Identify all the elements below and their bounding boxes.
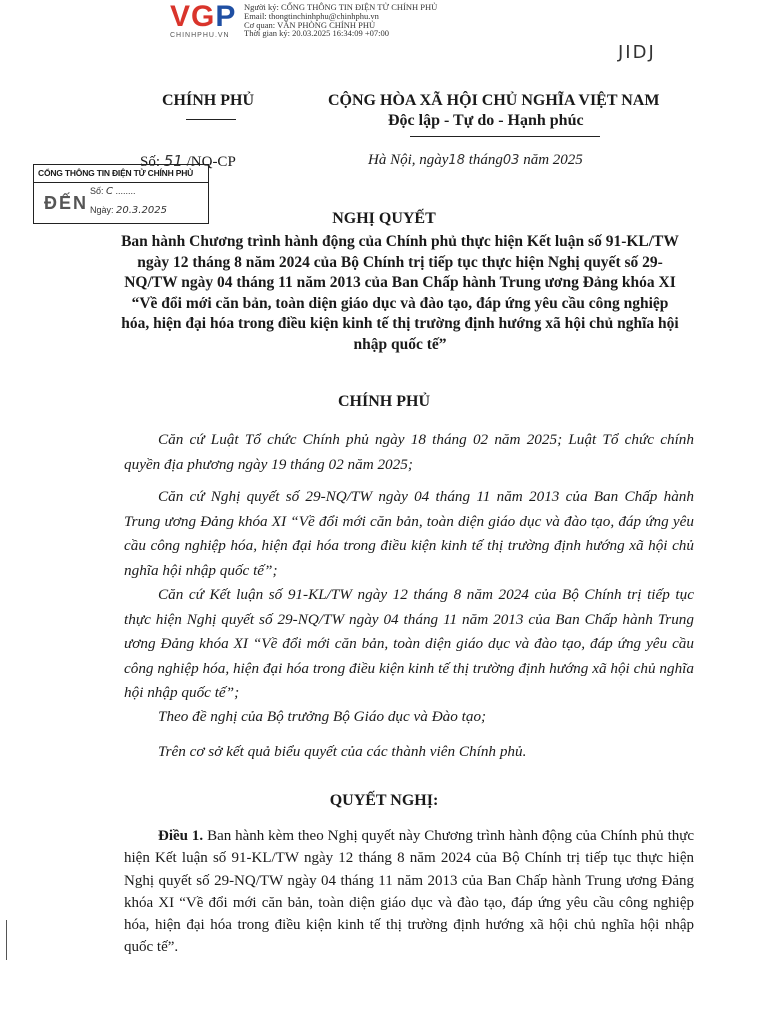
- national-title: CỘNG HÒA XÃ HỘI CHỦ NGHĨA VIỆT NAM: [328, 92, 660, 109]
- document-subtitle: Ban hành Chương trình hành động của Chính phủ thực hiện Kết luận số 91-KL/TW ngày 12 tháng 8 năm 2024 của Bộ Chính trị tiếp tục thực hiện Nghị quyết số 29-NQ/TW ngày 04 tháng 11 năm 2013 của Ban Chấp hành Trung ương Đảng khóa XI “Về đổi mới căn bản, toàn diện giáo dục và đào tạo, đáp ứng yêu cầu công nghiệp hóa, hiện đại hóa trong điều kiện kinh tế thị trường định hướng xã hội chủ nghĩa hội nhập quốc tế”: [121, 233, 679, 353]
- preamble-paragraph: Căn cứ Kết luận số 91-KL/TW ngày 12 tháng 8 năm 2024 của Bộ Chính trị tiếp tục thực hiện Nghị quyết số 29-NQ/TW ngày 04 tháng 11 năm 2013 của Ban Chấp hành Trung ương Đảng khóa XI “Về đổi mới căn bản, toàn diện giáo dục và đào tạo, đáp ứng yêu cầu công nghiệp hóa, hiện đại hóa trong điều kiện kinh tế thị trường định hướng xã hội chủ nghĩa hội nhập quốc tế”;: [124, 586, 694, 701]
- national-motto: Độc lập - Tự do - Hạnh phúc: [388, 112, 584, 129]
- document-title: NGHỊ QUYẾT: [332, 210, 436, 227]
- margin-mark: [6, 920, 7, 960]
- motto-underline: [410, 136, 600, 137]
- vgp-logo: VGP: [170, 0, 237, 33]
- preamble-paragraph: Căn cứ Luật Tổ chức Chính phủ ngày 18 tháng 02 năm 2025; Luật Tổ chức chính quyền địa phương ngày 19 tháng 02 năm 2025;: [124, 431, 694, 473]
- issuer-name: CHÍNH PHỦ: [162, 92, 254, 109]
- handwritten-corner-mark: JIDJ: [618, 42, 656, 63]
- article-1: [124, 825, 694, 959]
- issue-date: [368, 152, 583, 169]
- article-1-text: Ban hành kèm theo Nghị quyết này Chương trình hành động của Chính phủ thực hiện Kết luận số 91-KL/TW ngày 12 tháng 8 năm 2024 của Bộ Chính trị tiếp tục thực hiện Nghị quyết số 29-NQ/TW ngày 04 tháng 11 năm 2013 của Ban Chấp hành Trung ương Đảng khóa XI “Về đổi mới căn bản, toàn diện giáo dục và đào tạo, đáp ứng yêu cầu công nghiệp hóa, hiện đại hóa trong điều kiện kinh tế thị trường định hướng xã hội chủ nghĩa hội nhập quốc tế”.: [124, 828, 695, 956]
- date-month-label: tháng: [468, 152, 503, 168]
- authority-heading: CHÍNH PHỦ: [338, 393, 430, 410]
- number-value: 51: [163, 152, 183, 170]
- stamp-title: CỔNG THÔNG TIN ĐIỆN TỬ CHÍNH PHỦ: [38, 168, 194, 178]
- preamble-paragraph: Theo đề nghị của Bộ trưởng Bộ Giáo dục và Đào tạo;: [158, 708, 487, 725]
- date-month: 03: [502, 153, 520, 168]
- date-place: Hà Nội, ngày: [368, 152, 449, 168]
- signature-signer: Người ký: CỔNG THÔNG TIN ĐIỆN TỬ CHÍNH PHỦ: [244, 2, 438, 12]
- number-suffix: /NQ-CP: [186, 154, 236, 170]
- decision-heading: QUYẾT NGHỊ:: [329, 792, 439, 809]
- stamp-den: ĐẾN: [44, 193, 89, 213]
- date-year: năm 2025: [523, 152, 583, 168]
- number-prefix: Số:: [140, 154, 161, 170]
- stamp-number: Số: C ........: [90, 186, 136, 197]
- preamble-paragraph: Căn cứ Nghị quyết số 29-NQ/TW ngày 04 tháng 11 năm 2013 của Ban Chấp hành Trung ương Đảng khóa XI “Về đổi mới căn bản, toàn diện giáo dục và đào tạo, đáp ứng yêu cầu công nghiệp hóa, hiện đại hóa trong điều kiện kinh tế thị trường định hướng xã hội chủ nghĩa hội nhập quốc tế”;: [124, 488, 694, 579]
- preamble-paragraph: Trên cơ sở kết quả biểu quyết của các thành viên Chính phủ.: [158, 743, 527, 760]
- signature-agency: Cơ quan: VĂN PHÒNG CHÍNH PHỦ: [244, 19, 376, 30]
- vgp-logo-subtext: CHINHPHU.VN: [170, 32, 230, 39]
- stamp-date: Ngày: 20.3.2025: [90, 205, 167, 216]
- digital-signature-info: [244, 3, 437, 38]
- signature-email: Email: thongtinchinhphu@chinhphu.vn: [244, 10, 379, 21]
- stamp-divider: [34, 182, 208, 183]
- date-day: 18: [448, 153, 465, 168]
- issuer-underline: [186, 119, 236, 120]
- signature-time: Thời gian ký: 20.03.2025 16:34:09 +07:00: [244, 28, 390, 39]
- article-1-label: Điều 1.: [158, 828, 204, 844]
